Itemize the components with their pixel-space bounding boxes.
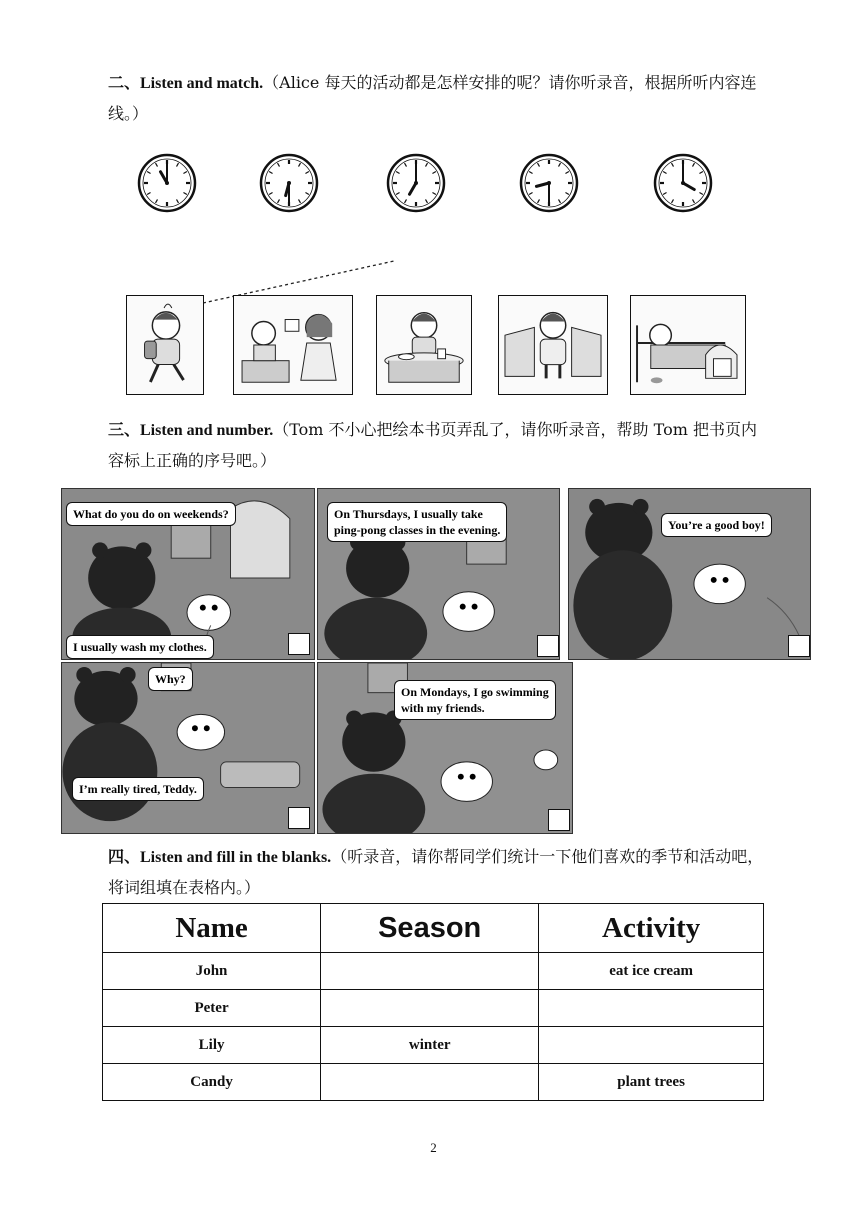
comic-panel-4 (61, 662, 315, 834)
speech-bubble: I usually wash my clothes. (66, 635, 214, 659)
cell-name: Lily (103, 1027, 321, 1064)
girl-walking-icon (127, 296, 203, 394)
girl-eating-icon (377, 296, 471, 394)
table-header-row (103, 904, 764, 953)
speech-bubble: You’re a good boy! (661, 513, 772, 537)
picture-eating-breakfast[interactable] (376, 295, 472, 395)
section4-instructions: （听录音，请你帮同学们统计一下他们喜欢的季节和活动吧，将词组填在表格内。） (108, 847, 764, 897)
section3-title: 三、Listen and number. (108, 422, 274, 439)
girl-teacher-icon (234, 296, 352, 394)
girl-sleeping-icon (631, 296, 745, 394)
cell-name: Peter (103, 990, 321, 1027)
cell-activity[interactable] (539, 990, 764, 1027)
cell-season: winter (321, 1027, 539, 1064)
speech-bubble: Why? (148, 667, 193, 691)
fill-in-table (102, 903, 764, 1101)
section2-title: 二、Listen and match. (108, 75, 264, 92)
section3-heading (108, 415, 768, 476)
comic-panel-3 (568, 488, 811, 660)
section4-title: 四、Listen and fill in the blanks. (108, 849, 332, 866)
section2-instructions: （Alice 每天的活动都是怎样安排的呢？请你听录音，根据所听内容连线。） (108, 73, 757, 123)
cell-name: John (103, 953, 321, 990)
comic-panels (61, 488, 811, 834)
cell-activity: eat ice cream (539, 953, 764, 990)
number-box[interactable] (548, 809, 570, 831)
girl-getting-up-icon (499, 296, 607, 394)
cell-name: Candy (103, 1064, 321, 1101)
number-box[interactable] (537, 635, 559, 657)
speech-bubble: What do you do on weekends? (66, 502, 236, 526)
cell-season[interactable] (321, 953, 539, 990)
comic-panel-1 (61, 488, 315, 660)
speech-bubble: On Thursdays, I usually take ping-pong classes in the evening. (327, 502, 507, 542)
picture-sleeping[interactable] (630, 295, 746, 395)
example-match-line (0, 0, 867, 320)
table-row (103, 1064, 764, 1101)
picture-getting-up[interactable] (498, 295, 608, 395)
number-box[interactable] (788, 635, 810, 657)
speech-bubble: On Mondays, I go swimming with my friends. (394, 680, 556, 720)
cell-season[interactable] (321, 1064, 539, 1101)
number-box[interactable] (288, 807, 310, 829)
cell-activity[interactable] (539, 1027, 764, 1064)
table-row (103, 953, 764, 990)
section3-instructions: （Tom 不小心把绘本书页弄乱了，请你听录音，帮助 Tom 把书页内容标上正确的序号吧。） (108, 420, 757, 470)
section4-heading (108, 842, 768, 903)
cell-activity: plant trees (539, 1064, 764, 1101)
comic-panel-2 (317, 488, 560, 660)
table-row (103, 990, 764, 1027)
number-box[interactable] (288, 633, 310, 655)
cell-season[interactable] (321, 990, 539, 1027)
picture-walking-to-school[interactable] (126, 295, 204, 395)
header-season: Season (321, 904, 539, 953)
page-number: 2 (430, 1140, 437, 1155)
header-name: Name (103, 904, 321, 953)
picture-girl-and-teacher[interactable] (233, 295, 353, 395)
header-activity: Activity (539, 904, 764, 953)
speech-bubble: I’m really tired, Teddy. (72, 777, 204, 801)
table-row (103, 1027, 764, 1064)
comic-panel-5 (317, 662, 573, 834)
